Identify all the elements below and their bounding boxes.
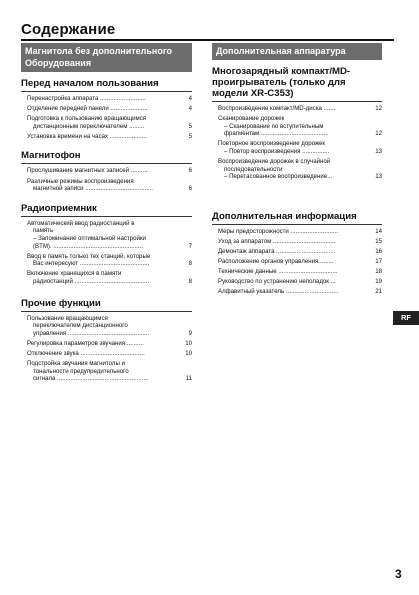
toc-entry-text: (BTM). ..................................................... <box>33 242 144 250</box>
toc-entry[interactable] <box>218 115 382 138</box>
toc-entry-text: дистанционным переключателем ......... <box>33 122 145 130</box>
toc-section <box>212 66 382 181</box>
toc-entry-text: Пользование вращающимся <box>27 314 108 322</box>
toc-entry[interactable] <box>218 105 382 113</box>
toc-entry[interactable] <box>218 158 382 181</box>
toc-entry[interactable] <box>27 253 192 268</box>
toc-entry[interactable] <box>27 105 192 113</box>
section-heading: Радиоприемник <box>21 202 97 214</box>
toc-section <box>21 78 192 140</box>
left-column <box>21 43 192 385</box>
toc-entry-text: Алфавитный указатель ............................... <box>218 288 339 296</box>
toc-entry[interactable] <box>218 258 382 266</box>
section-heading: Многозарядный компакт/MD-проигрыватель (только для модели XR-C353) <box>212 66 351 99</box>
toc-entry-text: память <box>33 227 54 235</box>
toc-entry-text: магнитной записи ........................................ <box>33 185 153 193</box>
toc-entry-text: Подготовка к пользованию вращающимся <box>27 115 147 123</box>
toc-entry-text: – Перетасованное воспроизведение... <box>224 173 333 181</box>
toc-entry-page: 13 <box>375 173 382 181</box>
toc-entry-text: Регулировка параметров звучания........... <box>27 339 144 347</box>
toc-entry[interactable] <box>218 228 382 236</box>
left-banner <box>21 43 192 72</box>
toc-entry[interactable] <box>27 95 192 103</box>
toc-entry-page: 12 <box>375 105 382 112</box>
toc-entry-page: 14 <box>375 227 382 235</box>
toc-entry-text: Технические данные ................................... <box>218 268 338 276</box>
left-sections <box>21 78 192 383</box>
right-banner: Дополнительная аппаратура <box>212 43 382 60</box>
toc-section <box>21 203 192 286</box>
page-title: Содержание <box>21 21 116 38</box>
toc-entry-text: Воспроизведение дорожек в случайной <box>218 158 331 166</box>
toc-entry-text: Демонтаж аппарата ................................... <box>218 248 336 256</box>
toc-entry[interactable] <box>218 288 382 296</box>
toc-entry-text: Руководство по устранению неполадок ... <box>218 278 336 286</box>
section-heading: Магнитофон <box>21 150 81 162</box>
toc-entry-text: Сканирование дорожек <box>218 115 285 123</box>
left-banner-line-2: Оборудования <box>25 58 92 68</box>
toc-entry-text: Отделение передней панели ...................... <box>27 105 148 113</box>
toc-entry-page: 13 <box>375 147 382 155</box>
page-number: 3 <box>395 567 402 581</box>
toc-entry[interactable] <box>218 278 382 286</box>
toc-entry-page: 8 <box>188 277 192 285</box>
toc-entry-text: Воспроизведение компакт/MD-диска ....... <box>218 105 336 112</box>
toc-entry-page: 12 <box>375 130 382 138</box>
toc-entry-text: последовательности <box>224 165 283 173</box>
toc-section <box>212 211 382 296</box>
toc-entry-text: Уход за аппаратом ..................................... <box>218 237 336 245</box>
toc-entry[interactable] <box>27 315 192 338</box>
toc-entry[interactable] <box>27 115 192 130</box>
toc-entry-text: Меры предосторожности ............................ <box>218 227 338 235</box>
toc-entry-text: Повторное воспроизведение дорожек <box>218 140 326 148</box>
toc-entry-text: – Сканирование по вступительным <box>224 122 324 130</box>
toc-entry-page: 8 <box>188 260 192 268</box>
toc-entry[interactable] <box>218 248 382 256</box>
toc-entry-page: 17 <box>375 258 382 266</box>
toc-entry-text: Различные режимы воспроизведения <box>27 177 134 185</box>
toc-entry-page: 9 <box>188 329 192 337</box>
left-banner-line-1: Магнитола без дополнительного <box>25 46 172 56</box>
toc-entry[interactable] <box>27 340 192 348</box>
right-column <box>212 43 382 299</box>
toc-entry-text: Включение хранящихся в памяти <box>27 270 122 278</box>
toc-entry-text: Подстройка звучания магнитолы и <box>27 359 125 367</box>
toc-entry-page: 11 <box>185 375 192 383</box>
section-rule <box>21 91 192 92</box>
toc-entry[interactable] <box>27 220 192 250</box>
toc-entry[interactable] <box>27 178 192 193</box>
section-heading: Дополнительная информация <box>212 210 357 222</box>
toc-entry-page: 6 <box>188 185 192 193</box>
toc-entry-text: управления ................................................ <box>33 329 150 337</box>
toc-section <box>21 298 192 383</box>
title-rule <box>21 39 394 41</box>
toc-entry-page: 18 <box>375 268 382 276</box>
toc-entry-text: Расположение органов управления......... <box>218 258 334 266</box>
toc-entry-text: радиостанций ............................................ <box>33 277 150 285</box>
toc-entry-page: 21 <box>375 288 382 296</box>
toc-entry-page: 5 <box>188 132 192 140</box>
toc-entry-text: – Повтор воспроизведения ................ <box>224 147 330 155</box>
toc-entry-page: 19 <box>375 278 382 286</box>
toc-entry-page: 10 <box>185 339 192 347</box>
toc-entry-page: 10 <box>185 349 192 357</box>
toc-entry-text: Вас интересуют ......................................... <box>33 260 150 268</box>
toc-entry[interactable] <box>27 360 192 383</box>
toc-entry-text: тональности предупредительного <box>33 367 129 375</box>
section-heading: Перед началом пользования <box>21 78 159 89</box>
section-rule <box>21 311 192 312</box>
toc-entry-page: 5 <box>188 122 192 130</box>
toc-entry-text: Отключение звука ...................................... <box>27 349 145 357</box>
toc-section <box>21 150 192 192</box>
toc-entry-text: сигнала ...................................................... <box>33 375 149 383</box>
toc-entry-text: Автоматический ввод радиостанций в <box>27 219 135 227</box>
section-rule <box>212 101 382 102</box>
toc-entry[interactable] <box>27 350 192 358</box>
toc-entry-text: Прослушивание магнитных записей .......... <box>27 167 148 175</box>
toc-entry-text: Перенастройка аппарата ........................... <box>27 95 146 102</box>
section-rule <box>212 224 382 225</box>
toc-entry-text: – Запоминание оптимальной настройки <box>33 234 146 242</box>
toc-entry[interactable] <box>218 140 382 155</box>
toc-entry[interactable] <box>218 268 382 276</box>
toc-entry-page: 7 <box>188 242 192 250</box>
toc-entry-page: 6 <box>188 167 192 175</box>
toc-entry[interactable] <box>27 270 192 285</box>
toc-entry-text: переключателем дистанционного <box>33 322 128 330</box>
toc-entry[interactable] <box>27 167 192 175</box>
toc-entry-page: 4 <box>188 95 192 102</box>
toc-entry[interactable] <box>27 133 192 141</box>
toc-entry-text: Установка времени на часах ...................... <box>27 132 147 140</box>
toc-entry-text: Ввод в память только тех станций, которые <box>27 252 151 260</box>
toc-entry-page: 15 <box>375 237 382 245</box>
toc-entry-page: 4 <box>188 105 192 113</box>
toc-entry-text: фрагментам ........................................ <box>224 130 329 138</box>
toc-entry-page: 16 <box>375 248 382 256</box>
language-tab: RF <box>393 311 419 325</box>
toc-entry[interactable] <box>218 238 382 246</box>
section-heading: Прочие функции <box>21 297 101 309</box>
section-rule <box>21 163 192 164</box>
right-sections <box>212 66 382 296</box>
section-rule <box>21 216 192 217</box>
